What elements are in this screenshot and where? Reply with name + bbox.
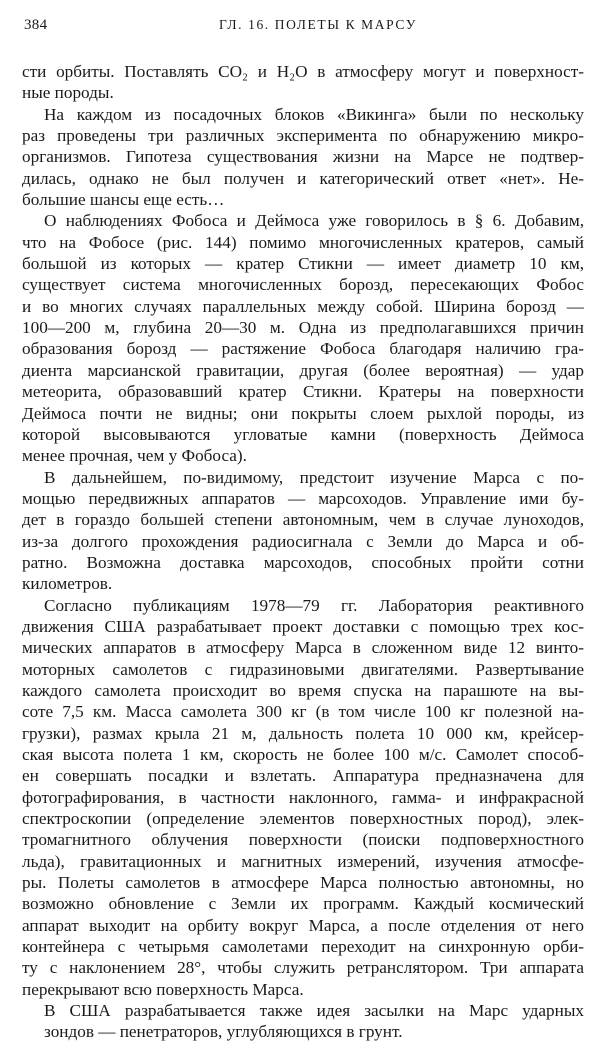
text-line: ская высота полета 1 км, скорость не более 100 м/с. Самолет способ- xyxy=(22,745,584,764)
text-line: сти орбиты. Поставлять CO₂ и H₂O в атмосферу могут и поверхност- xyxy=(22,62,584,81)
text-line: фотографирования, в частности наклонного, гамма- и инфракрасной xyxy=(22,787,584,807)
text-line: О наблюдениях Фобоса и Деймоса уже говорилось в § 6. Добавим, xyxy=(44,211,584,231)
text-line: Деймоса почти не видны; они покрыты слоем рыхлой породы, из xyxy=(22,403,584,423)
text-line: менее прочная, чем у Фобоса). xyxy=(22,446,247,466)
text-line: диента марсианской гравитации, другая (более вероятная) — удар xyxy=(22,360,584,380)
text-line: каждого самолета происходит во время спуска на парашюте на вы- xyxy=(22,680,584,700)
text-line: контейнера с четырьмя самолетами переходит на синхронную орби- xyxy=(22,937,584,957)
text-line: В США разрабатывается также идея засылки на Марс ударных xyxy=(44,1001,584,1021)
text-line: существует система многочисленных борозд, пересекающих Фобос xyxy=(22,275,584,295)
text-line: что на Фобосе (рис. 144) помимо многочисленных кратеров, самый xyxy=(22,232,584,252)
text-line: возможно обновление с Земли их программ. Каждый космический xyxy=(22,894,584,914)
text-line: ные породы. xyxy=(22,83,114,103)
text-line: которой высовываются угловатые камни (поверхность Деймоса xyxy=(22,424,584,444)
text-line: 100—200 м, глубина 20—30 м. Одна из предполагавшихся причин xyxy=(22,318,584,338)
text-line: перекрывают всю поверхность Марса. xyxy=(22,979,304,999)
text-line: дилась, однако не был получен и категорический ответ «нет». Не- xyxy=(22,168,584,188)
text-line: большой из которых — кратер Стикни — имеет диаметр 10 км, xyxy=(22,254,584,274)
body-text xyxy=(22,61,584,1043)
page-header xyxy=(22,0,584,40)
text-line: мических аппаратов в атмосферу Марса в сложенном виде 12 винто- xyxy=(22,638,584,658)
text-line: грузки), размах крыла 21 м, дальность полета 10 000 км, крейсер- xyxy=(22,723,584,743)
text-line: раз проведены три различных эксперимента по обнаружению микро- xyxy=(22,126,584,146)
text-line: зондов — пенетраторов, углубляющихся в грунт. xyxy=(44,1022,403,1042)
text-line: движения США разрабатывает проект доставки с помощью трех кос- xyxy=(22,616,584,636)
text-line: соте 7,5 км. Масса самолета 300 кг (в том числе 100 кг полезной на- xyxy=(22,702,584,722)
text-line: тромагнитного облучения поверхности (поиски подповерхностного xyxy=(22,830,584,850)
text-line: мощью передвижных аппаратов — марсоходов. Управление ими бу- xyxy=(22,488,584,508)
text-line: ту с наклонением 28°, чтобы служить ретранслятором. Три аппарата xyxy=(22,958,584,978)
text-line: из-за долгого прохождения радиосигнала с Земли до Марса и об- xyxy=(22,531,584,551)
text-line: километров. xyxy=(22,574,113,594)
text-line: организмов. Гипотеза существования жизни на Марсе не подтвер- xyxy=(22,147,584,167)
text-line: ратно. Возможна доставка марсоходов, способных пройти сотни xyxy=(22,552,584,572)
text-line: большие шансы еще есть… xyxy=(22,190,225,210)
text-line: моторных самолетов с гидразиновыми двигателями. Развертывание xyxy=(22,659,584,679)
book-page xyxy=(22,0,584,1042)
text-line: льда), гравитационных и магнитных измерений, изучения атмосфе- xyxy=(22,851,584,871)
page-number: 384 xyxy=(24,17,48,33)
text-line: образования борозд — растяжение Фобоса благодаря наличию гра- xyxy=(22,339,584,359)
text-line: дет в гораздо большей степени автономным, чем в случае луноходов, xyxy=(22,510,584,530)
text-line: ен совершать посадки и взлетать. Аппаратура предназначена для xyxy=(22,766,584,786)
text-line: Согласно публикациям 1978—79 гг. Лаборатория реактивного xyxy=(44,595,584,615)
running-head: ГЛ. 16. ПОЛЕТЫ К МАРСУ xyxy=(219,17,417,32)
text-line: и во многих случаях параллельных между собой. Ширина борозд — xyxy=(22,296,584,316)
text-line: метеорита, образовавший кратер Стикни. Кратеры на поверхности xyxy=(22,382,584,402)
text-line: ры. Полеты самолетов в атмосфере Марса полностью автономны, но xyxy=(22,873,584,893)
text-line: аппарат выходит на орбиту вокруг Марса, а после отделения от него xyxy=(22,915,584,935)
text-line: спектроскопии (определение элементов поверхностных пород), элек- xyxy=(22,809,584,829)
text-line: На каждом из посадочных блоков «Викинга» были по нескольку xyxy=(44,104,584,124)
text-line: В дальнейшем, по-видимому, предстоит изучение Марса с по- xyxy=(44,467,584,487)
